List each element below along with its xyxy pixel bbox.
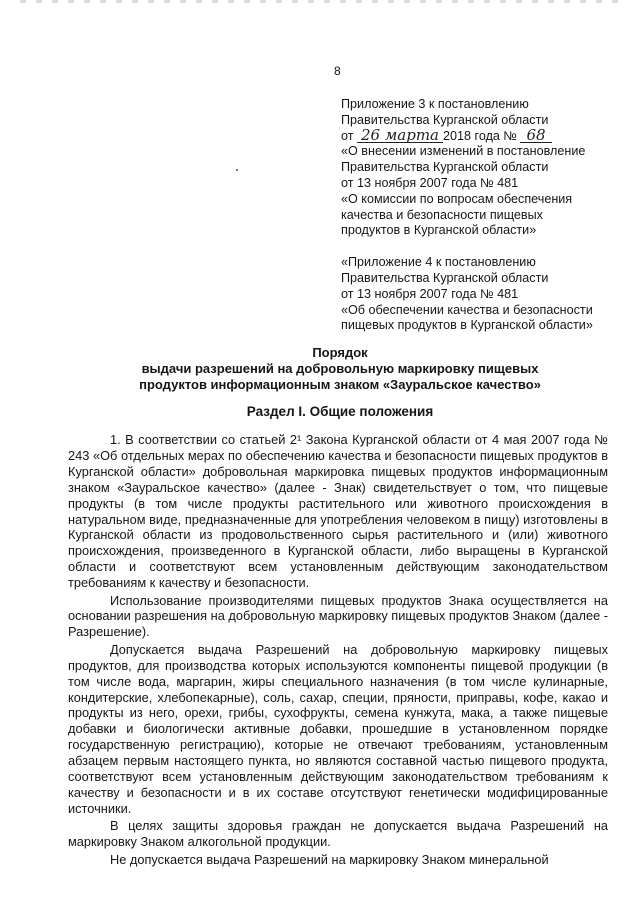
appendix-line: «О комиссии по вопросам обеспечения <box>341 191 573 206</box>
scan-artifact <box>20 0 620 3</box>
body-text <box>68 432 608 869</box>
appendix-date-line <box>341 125 631 145</box>
paragraph: 1. В соответствии со статьей 2¹ Закона Курганской области от 4 мая 2007 года № 243 «Об отдельных мерах по обеспечению качества и безопасности пищевых продуктов в Курганской области» добровольная маркировка пищевых продуктов информационным знаком «Зауральское качество» (далее - Знак) свидетельствует о том, что пищевые продукты (в том числе продукты растительного или животного происхождения в натуральном виде, предназначенные для употребления человеком в пищу) изготовлены в Курганской области из продовольственного сырья растительного и (или) животного происхождения, произведенного в Курганской области, либо выращены в Курганской области и соответствуют всем установленным действующим законодательством требованиям к качеству и безопасности. <box>68 432 608 591</box>
appendix-line: Приложение 3 к постановлению <box>341 97 529 111</box>
handwritten-number: 68 <box>520 129 551 143</box>
handwritten-date: 26 марта <box>357 129 443 143</box>
date-prefix: от <box>341 128 354 143</box>
appendix-line: продуктов в Курганской области» <box>341 223 537 238</box>
appendix-line: «Приложение 4 к постановлению <box>341 255 536 270</box>
paragraph: Использование производителями пищевых продуктов Знака осуществляется на основании разрешения на добровольную маркировку пищевых продуктов Знаком (далее - Разрешение). <box>68 592 608 640</box>
appendix-line: Правительства Курганской области <box>341 270 549 285</box>
paragraph: Допускается выдача Разрешений на добровольную маркировку пищевых продуктов, для производства которых используются компоненты пищевой продукции (в том числе вода, маргарин, жиры специального назначения (в том числе кулинарные, кондитерские, хлебопекарные), соль, сахар, специи, пряности, приправы, кофе, какао и продукты из него, орехи, грибы, сухофрукты, семена кунжута, мака, а также пищевые добавки и биологически активные добавки, прошедшие в установленном порядке государственную регистрацию), которые не отвечают требованиям, установленным абзацем первым настоящего пункта, но являются составной частью пищевого продукта, соответствуют всем установленным действующим законодательством требованиям к качеству и безопасности и в их составе отсутствуют генетически модифицированные источники. <box>68 641 608 816</box>
appendix-line: от 13 ноября 2007 года № 481 <box>341 175 519 190</box>
appendix-line: пищевых продуктов в Курганской области» <box>341 318 593 333</box>
section-heading: Раздел I. Общие положения <box>246 404 434 419</box>
page-number: 8 <box>334 64 341 78</box>
appendix-header <box>341 97 631 334</box>
title-line: продуктов информационным знаком «Зауральское качество» <box>139 377 541 392</box>
paragraph: Не допускается выдача Разрешений на маркировку Знаком минеральной <box>110 851 549 867</box>
paragraph: В целях защиты здоровья граждан не допускается выдача Разрешений на маркировку Знаком алкогольной продукции. <box>68 818 608 850</box>
appendix-line: качества и безопасности пищевых <box>341 207 543 222</box>
title-line: Порядок <box>312 345 368 360</box>
scan-speck <box>236 169 238 171</box>
title-line: выдачи разрешений на добровольную маркировку пищевых <box>141 361 539 376</box>
appendix-line: Правительства Курганской области <box>341 160 549 175</box>
appendix-line: от 13 ноября 2007 года № 481 <box>341 286 519 301</box>
document-title <box>70 345 610 393</box>
appendix-line: «Об обеспечении качества и безопасности <box>341 302 593 317</box>
date-suffix: 2018 года № <box>443 128 517 143</box>
appendix-line: Правительства Курганской области <box>341 112 549 127</box>
appendix-line: «О внесении изменений в постановление <box>341 144 586 159</box>
